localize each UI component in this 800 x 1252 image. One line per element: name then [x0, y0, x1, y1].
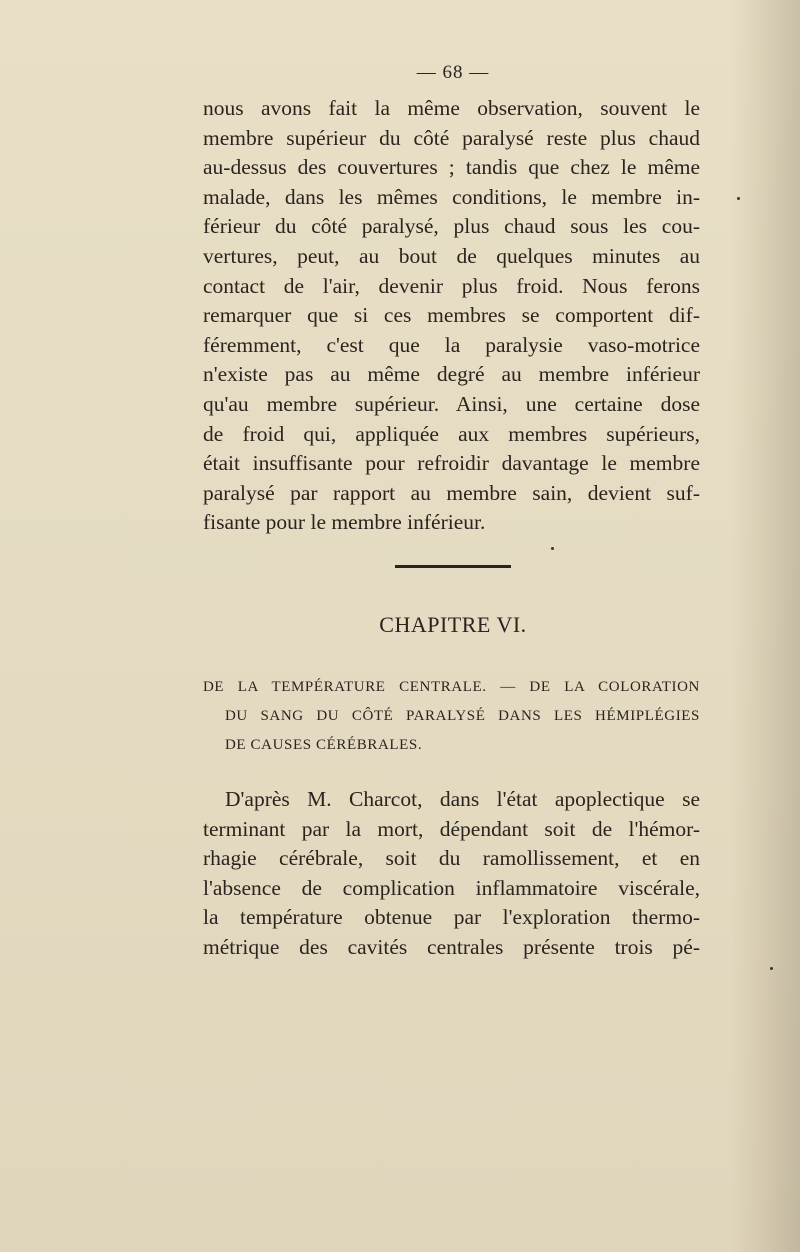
text-line: malade, dans les mêmes conditions, le membre in-	[203, 184, 700, 209]
ink-speck	[737, 197, 740, 200]
ink-speck	[770, 967, 773, 970]
text-line: l'absence de complication inflammatoire viscérale,	[203, 875, 700, 900]
text-line: contact de l'air, devenir plus froid. Nous ferons	[203, 273, 700, 298]
subheading-line: DU SANG DU CÔTÉ PARALYSÉ DANS LES HÉMIPLÉGIES	[225, 708, 700, 724]
text-line: qu'au membre supérieur. Ainsi, une certaine dose	[203, 391, 700, 416]
page-number: — 68 —	[416, 62, 490, 83]
text-line: la température obtenue par l'exploration thermo-	[203, 905, 700, 930]
text-line: paralysé par rapport au membre sain, devient suf-	[203, 480, 700, 505]
text-line: remarquer que si ces membres se comportent dif-	[203, 303, 700, 328]
chapter-title: CHAPITRE VI.	[379, 612, 527, 637]
ink-speck	[551, 547, 554, 550]
text-line: de froid qui, appliquée aux membres supérieurs,	[203, 421, 700, 446]
chapter-subheading	[203, 673, 700, 760]
text-line: vertures, peut, au bout de quelques minutes au	[203, 243, 700, 268]
paragraph-1	[203, 94, 700, 538]
text-line: membre supérieur du côté paralysé reste plus chaud	[203, 125, 700, 150]
text-line: féremment, c'est que la paralysie vaso-motrice	[203, 332, 700, 357]
subheading-line: DE CAUSES CÉRÉBRALES.	[225, 737, 423, 753]
text-line: rhagie cérébrale, soit du ramollissement, et en	[203, 846, 700, 871]
subheading-line: DE LA TEMPÉRATURE CENTRALE. — DE LA COLORATION	[203, 679, 700, 695]
text-line: n'existe pas au même degré au membre inférieur	[203, 362, 700, 387]
text-line: férieur du côté paralysé, plus chaud sous les cou-	[203, 214, 700, 239]
text-line: au-dessus des couvertures ; tandis que chez le même	[203, 155, 700, 180]
section-divider	[395, 565, 511, 568]
text-line: était insuffisante pour refroidir davantage le membre	[203, 451, 700, 476]
text-line: terminant par la mort, dépendant soit de l'hémor-	[203, 816, 700, 841]
text-line: D'après M. Charcot, dans l'état apoplectique se	[225, 787, 700, 811]
paragraph-2	[203, 785, 700, 963]
text-line: métrique des cavités centrales présente trois pé-	[203, 934, 700, 959]
text-line: fisante pour le membre inférieur.	[203, 510, 486, 535]
text-line: nous avons fait la même observation, souvent le	[203, 96, 700, 120]
